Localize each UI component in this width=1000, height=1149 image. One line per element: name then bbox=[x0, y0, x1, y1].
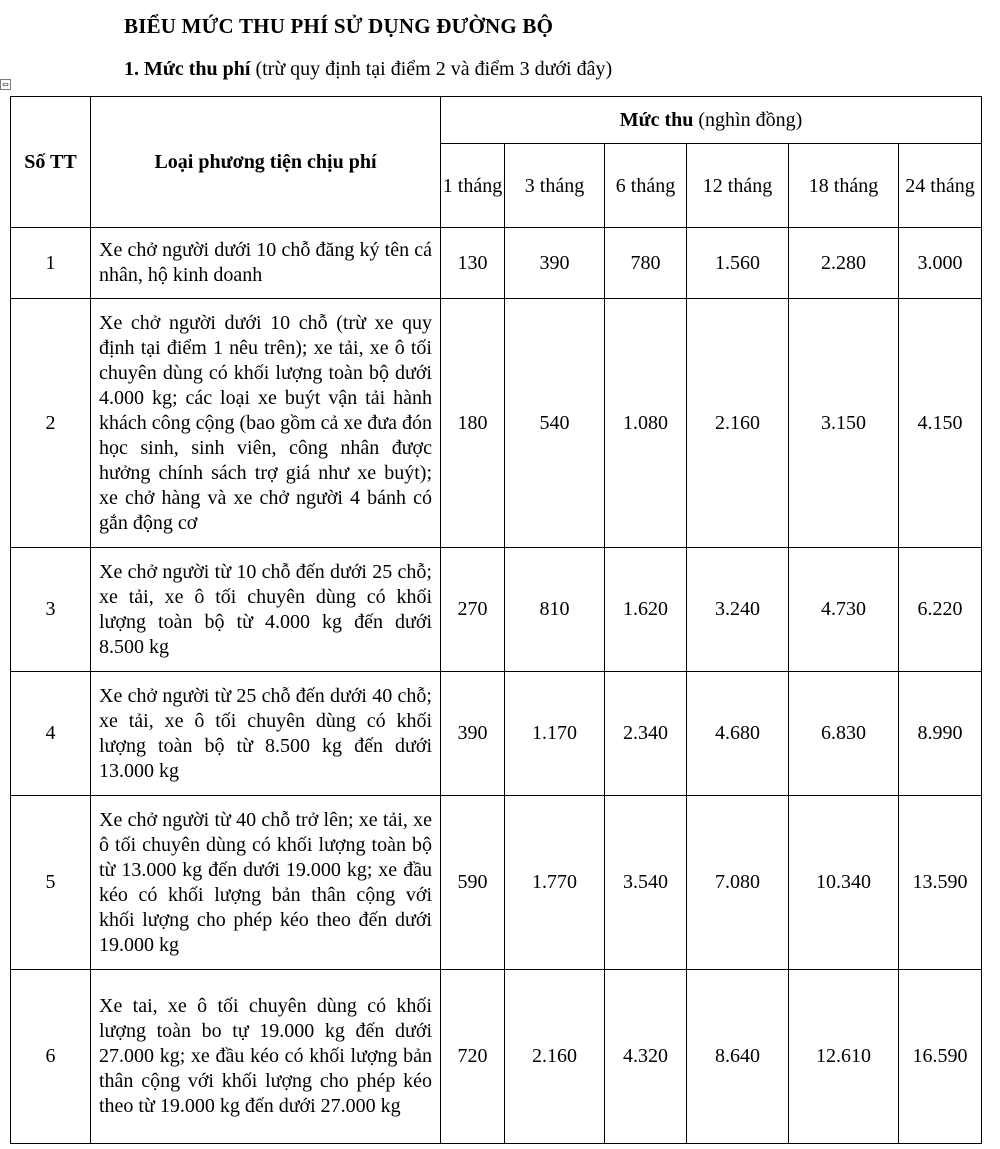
header-fee-group bbox=[441, 97, 982, 144]
fee-24-months: 13.590 bbox=[899, 796, 982, 970]
header-period-24: 24 tháng bbox=[899, 144, 982, 228]
row-vehicle-type: Xe chở người dưới 10 chỗ (trừ xe quy định tại điểm 1 nêu trên); xe tải, xe ô tối chuyên dùng có khối lượng toàn bộ dưới 4.000 kg; các loại xe buýt vận tải hành khách công cộng (bao gồm cả xe đưa đón học sinh, sinh viên, công nhân được hưởng chính sách trợ giá như xe buýt); xe chở hàng và xe chở người 4 bánh có gắn động cơ bbox=[91, 299, 441, 548]
table-row bbox=[11, 228, 982, 299]
fee-3-months: 810 bbox=[505, 548, 605, 672]
fee-1-month: 270 bbox=[441, 548, 505, 672]
fee-6-months: 4.320 bbox=[605, 970, 687, 1144]
fee-24-months: 8.990 bbox=[899, 672, 982, 796]
table-row bbox=[11, 548, 982, 672]
fee-1-month: 130 bbox=[441, 228, 505, 299]
header-fee-group-unit: (nghìn đồng) bbox=[693, 108, 803, 131]
row-stt: 4 bbox=[11, 672, 91, 796]
fee-12-months: 2.160 bbox=[687, 299, 789, 548]
fee-1-month: 720 bbox=[441, 970, 505, 1144]
table-row bbox=[11, 970, 982, 1144]
fee-12-months: 7.080 bbox=[687, 796, 789, 970]
table-row bbox=[11, 796, 982, 970]
fee-24-months: 4.150 bbox=[899, 299, 982, 548]
fee-1-month: 180 bbox=[441, 299, 505, 548]
section-heading bbox=[124, 58, 612, 81]
fee-1-month: 590 bbox=[441, 796, 505, 970]
fee-1-month: 390 bbox=[441, 672, 505, 796]
header-vehicle-type: Loại phương tiện chịu phí bbox=[91, 97, 441, 228]
row-stt: 3 bbox=[11, 548, 91, 672]
fee-3-months: 540 bbox=[505, 299, 605, 548]
row-vehicle-type: Xe chở người từ 40 chỗ trở lên; xe tải, xe ô tối chuyên dùng có khối lượng toàn bộ từ 13.000 kg đến dưới 19.000 kg; xe đầu kéo có khối lượng bản thân cộng với khối lượng cho phép kéo theo đến dưới 19.000 kg bbox=[91, 796, 441, 970]
table-row bbox=[11, 672, 982, 796]
header-row-group bbox=[11, 97, 982, 144]
table-row bbox=[11, 299, 982, 548]
table-move-handle-icon[interactable]: ⇔ bbox=[0, 79, 11, 90]
fee-12-months: 8.640 bbox=[687, 970, 789, 1144]
fee-12-months: 1.560 bbox=[687, 228, 789, 299]
header-period-12: 12 tháng bbox=[687, 144, 789, 228]
row-stt: 2 bbox=[11, 299, 91, 548]
fee-24-months: 6.220 bbox=[899, 548, 982, 672]
fee-6-months: 780 bbox=[605, 228, 687, 299]
section-heading-note: (trừ quy định tại điểm 2 và điểm 3 dưới đây) bbox=[250, 58, 613, 80]
fee-18-months: 2.280 bbox=[789, 228, 899, 299]
section-heading-bold: 1. Mức thu phí bbox=[124, 58, 251, 80]
fee-3-months: 390 bbox=[505, 228, 605, 299]
fee-24-months: 3.000 bbox=[899, 228, 982, 299]
row-vehicle-type: Xe chở người dưới 10 chỗ đăng ký tên cá nhân, hộ kinh doanh bbox=[91, 228, 441, 299]
fee-3-months: 1.770 bbox=[505, 796, 605, 970]
document-title: BIỂU MỨC THU PHÍ SỬ DỤNG ĐƯỜNG BỘ bbox=[124, 14, 554, 38]
header-period-18: 18 tháng bbox=[789, 144, 899, 228]
fee-24-months: 16.590 bbox=[899, 970, 982, 1144]
header-period-1: 1 tháng bbox=[441, 144, 505, 228]
fee-12-months: 3.240 bbox=[687, 548, 789, 672]
header-period-3: 3 tháng bbox=[505, 144, 605, 228]
row-stt: 1 bbox=[11, 228, 91, 299]
fee-12-months: 4.680 bbox=[687, 672, 789, 796]
fee-6-months: 1.620 bbox=[605, 548, 687, 672]
fee-18-months: 3.150 bbox=[789, 299, 899, 548]
fee-6-months: 1.080 bbox=[605, 299, 687, 548]
fee-6-months: 3.540 bbox=[605, 796, 687, 970]
row-stt: 6 bbox=[11, 970, 91, 1144]
row-vehicle-type: Xe tai, xe ô tối chuyên dùng có khối lượng toàn bo tự 19.000 kg đến dưới 27.000 kg; xe đầu kéo có khối lượng bản thân cộng với khối lượng cho phép kéo theo từ 19.000 kg đến dưới 27.000 kg bbox=[91, 970, 441, 1144]
fee-18-months: 10.340 bbox=[789, 796, 899, 970]
header-stt: Số TT bbox=[11, 97, 91, 228]
row-stt: 5 bbox=[11, 796, 91, 970]
fee-18-months: 6.830 bbox=[789, 672, 899, 796]
header-fee-group-bold: Mức thu bbox=[619, 108, 694, 131]
row-vehicle-type: Xe chở người từ 25 chỗ đến dưới 40 chỗ; xe tải, xe ô tối chuyên dùng có khối lượng toàn bộ từ 8.500 kg đến dưới 13.000 kg bbox=[91, 672, 441, 796]
header-period-6: 6 tháng bbox=[605, 144, 687, 228]
fee-18-months: 4.730 bbox=[789, 548, 899, 672]
row-vehicle-type: Xe chở người từ 10 chỗ đến dưới 25 chỗ; xe tải, xe ô tối chuyên dùng có khối lượng toàn bộ từ 4.000 kg đến dưới 8.500 kg bbox=[91, 548, 441, 672]
fee-18-months: 12.610 bbox=[789, 970, 899, 1144]
fee-3-months: 1.170 bbox=[505, 672, 605, 796]
fee-table bbox=[10, 96, 982, 1144]
fee-3-months: 2.160 bbox=[505, 970, 605, 1144]
fee-6-months: 2.340 bbox=[605, 672, 687, 796]
